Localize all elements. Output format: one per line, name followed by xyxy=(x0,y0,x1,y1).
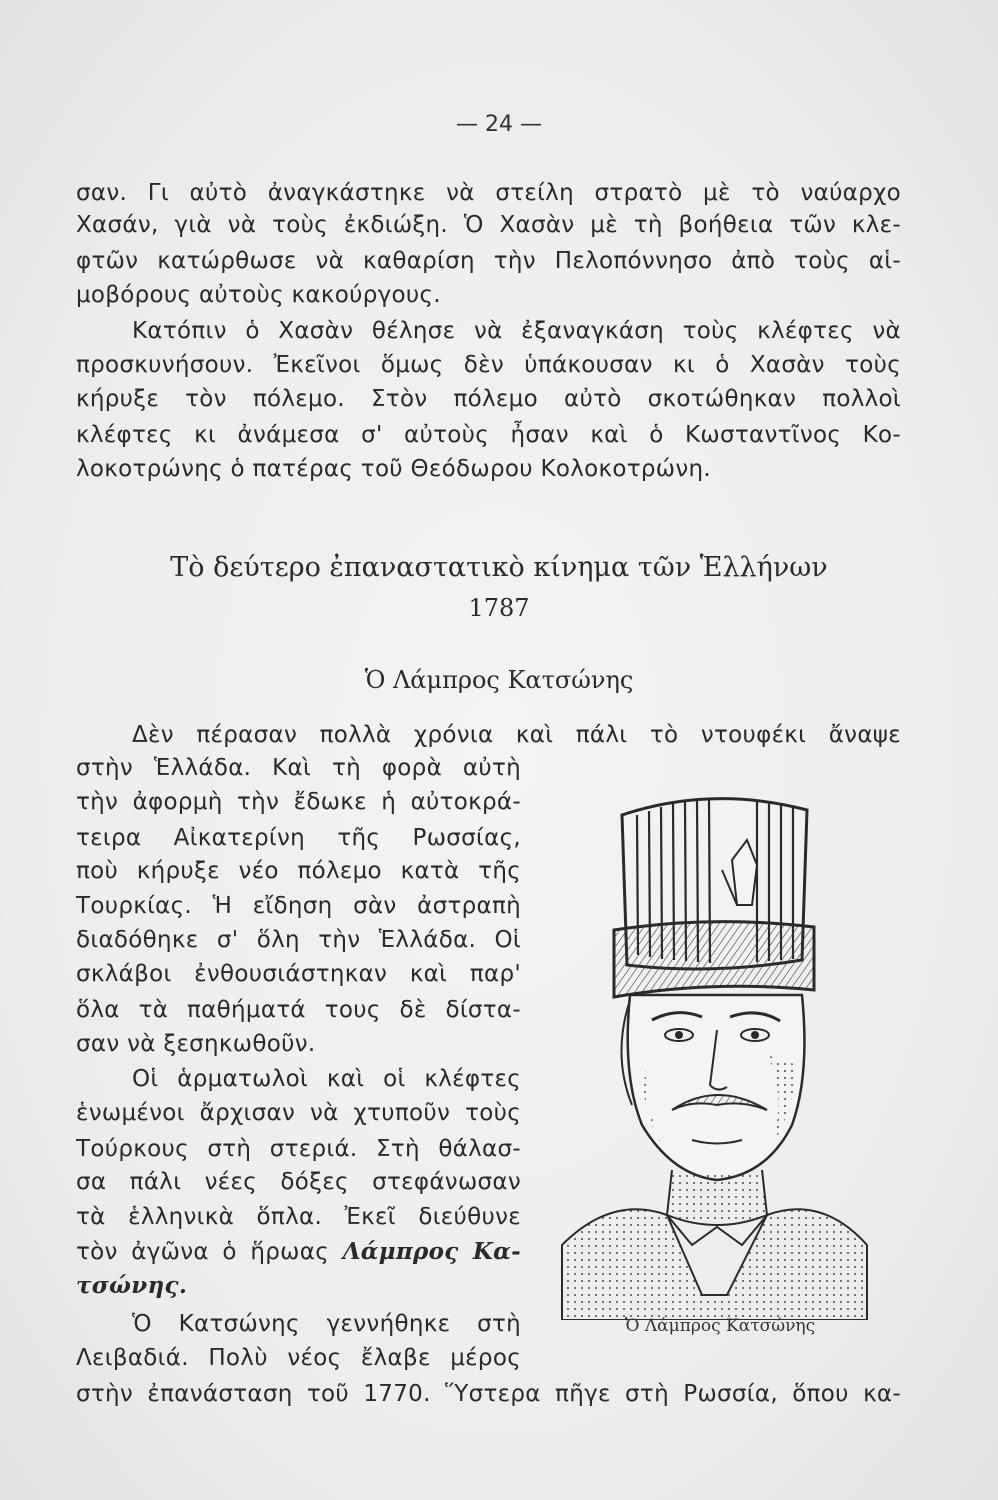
text-line: στὴν Ἑλλάδα. Καὶ τὴ φορὰ αὐτὴ xyxy=(76,755,521,781)
portrait-caption: Ὁ Λάμπρος Κατσώνης xyxy=(624,1316,816,1336)
text-line: σα πάλι νέες δόξες στεφάνωσαν xyxy=(76,1169,521,1195)
text-line: Ὁ Κατσώνης γεννήθηκε στὴ xyxy=(132,1311,521,1337)
person-name: τσώνης. xyxy=(76,1272,188,1299)
text-line: Λειβαδιά. Πολὺ νέος ἔλαβε μέρος xyxy=(76,1345,521,1371)
text-line: τειρα Αἰκατερίνη τῆς Ρωσσίας, xyxy=(76,825,521,851)
text-line: Οἱ ἁρματωλοὶ καὶ οἱ κλέφτες xyxy=(132,1066,521,1092)
text-line: τὴν ἀφορμὴ τὴν ἔδωκε ἡ αὐτοκρά- xyxy=(76,789,521,815)
text-line xyxy=(76,1236,521,1268)
text-line: προσκυνήσουν. Ἐκεῖνοι ὅμως δὲν ὑπάκουσαν κι ὁ Χασὰν τοὺς xyxy=(76,352,901,378)
text-line: σαν. Γι αὐτὸ ἀναγκάστηκε νὰ στείλη στρατὸ μὲ τὸ ναύαρχο xyxy=(76,180,901,206)
text-line: λοκοτρώνης ὁ πατέρας τοῦ Θεόδωρου Κολοκοτρώνη. xyxy=(76,456,711,482)
text-line: Τουρκίας. Ἡ εἴδηση σὰν ἀστραπὴ xyxy=(76,893,521,919)
section-title: Τὸ δεύτερο ἐπαναστατικὸ κίνημα τῶν Ἑλλήνων xyxy=(170,552,828,583)
text-line xyxy=(76,1270,521,1302)
text-line: διαδόθηκε σ' ὅλη τὴν Ἑλλάδα. Οἱ xyxy=(76,927,521,953)
text-line: Κατόπιν ὁ Χασὰν θέλησε νὰ ἐξαναγκάση τοὺς κλέφτες νὰ xyxy=(132,318,901,344)
section-year: 1787 xyxy=(468,594,530,622)
text-line: σκλάβοι ἐνθουσιάστηκαν καὶ παρ' xyxy=(76,961,521,987)
text-line: ποὺ κήρυξε νέο πόλεμο κατὰ τῆς xyxy=(76,858,521,884)
text-line: φτῶν κατώρθωσε νὰ καθαρίση τὴν Πελοπόννησο ἀπὸ τοὺς αἱ- xyxy=(76,248,901,274)
text-line: ὅλα τὰ παθήματά τους δὲ δίστα- xyxy=(76,997,521,1023)
text-line: ἑνωμένοι ἄρχισαν νὰ χτυποῦν τοὺς xyxy=(76,1100,521,1126)
text-fragment: τὸν ἀγῶνα ὁ ἥρωας xyxy=(76,1239,343,1265)
text-line: μοβόρους αὐτοὺς κακούργους. xyxy=(76,282,441,308)
page-number: — 24 — xyxy=(456,112,542,137)
person-name: Λάμπρος Κα- xyxy=(342,1238,522,1265)
text-line: κλέφτες κι ἀνάμεσα σ' αὐτοὺς ἦσαν καὶ ὁ Κωσταντῖνος Κο- xyxy=(76,422,901,448)
text-line: τὰ ἑλληνικὰ ὅπλα. Ἐκεῖ διεύθυνε xyxy=(76,1204,521,1230)
text-line: Δὲν πέρασαν πολλὰ χρόνια καὶ πάλι τὸ ντουφέκι ἄναψε xyxy=(132,722,901,748)
text-line: Χασάν, γιὰ νὰ τοὺς ἐκδιώξη. Ὁ Χασὰν μὲ τὴ βοήθεια τῶν κλε- xyxy=(76,212,901,238)
subsection-title: Ὁ Λάμπρος Κατσώνης xyxy=(364,666,634,694)
text-line: σαν νὰ ξεσηκωθοῦν. xyxy=(76,1031,316,1057)
text-line: Τούρκους στὴ στεριά. Στὴ θάλασ- xyxy=(76,1136,521,1162)
text-line: κήρυξε τὸν πόλεμο. Στὸν πόλεμο αὐτὸ σκοτώθηκαν πολλοὶ xyxy=(76,386,901,412)
text-line: στὴν ἐπανάσταση τοῦ 1770. Ὕστερα πῆγε στὴ Ρωσσία, ὅπου κα- xyxy=(76,1381,901,1407)
portrait-engraving xyxy=(552,775,874,1320)
